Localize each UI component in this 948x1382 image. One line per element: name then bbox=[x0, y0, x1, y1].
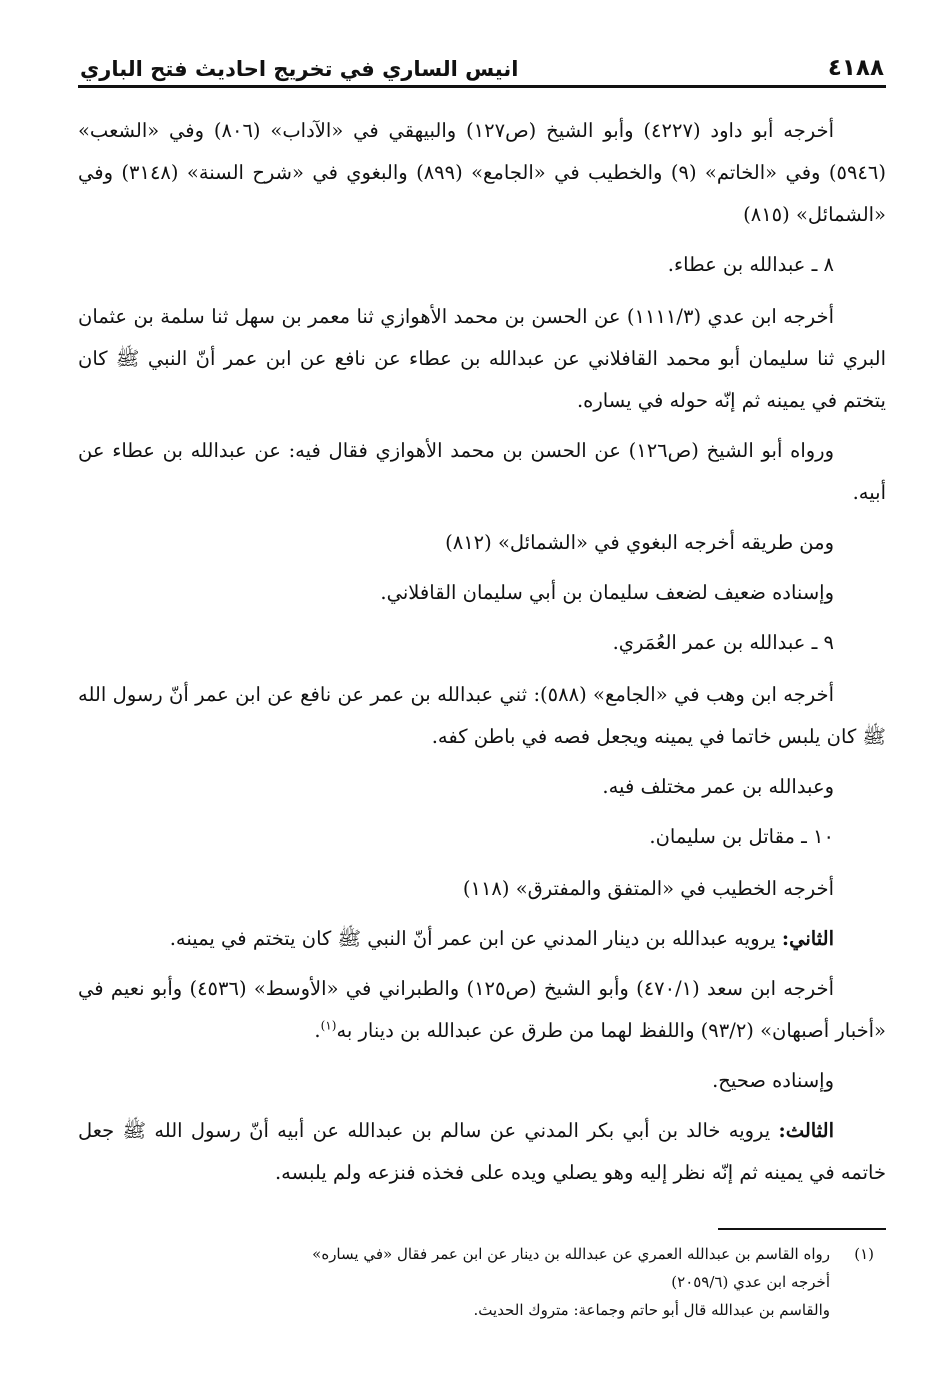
paragraph-end: . bbox=[314, 1019, 321, 1042]
paragraph: ورواه أبو الشيخ (ص١٢٦) عن الحسن بن محمد الأهوازي فقال فيه: عن عبدالله بن عطاء عن أبيه. bbox=[78, 439, 886, 504]
footnote-number: (١) bbox=[854, 1245, 874, 1263]
footnote-text: أخرجه ابن عدي (٢٠٥٩/٦) bbox=[671, 1273, 830, 1291]
paragraph: وإسناده صحيح. bbox=[712, 1069, 834, 1092]
footnote-divider bbox=[718, 1228, 886, 1230]
paragraph: وإسناده ضعيف لضعف سليمان بن أبي سليمان القافلاني. bbox=[380, 581, 834, 604]
footnote-text: رواه القاسم بن عبدالله العمري عن عبدالله بن دينار عن ابن عمر فقال «في يساره» bbox=[312, 1245, 830, 1263]
paragraph: ومن طريقه أخرجه البغوي في «الشمائل» (٨١٢) bbox=[445, 531, 834, 554]
paragraph bbox=[78, 968, 886, 1052]
paragraph-second bbox=[78, 918, 886, 960]
paragraph: أخرجه ابن عدي (١١١١/٣) عن الحسن بن محمد الأهوازي ثنا معمر بن سهل ثنا سلمة بن عثمان البري ثنا سليمان أبو محمد القافلاني عن عبدالله بن عطاء عن نافع عن ابن عمر أنّ النبي ﷺ كان يتختم في يمينه ثم إنّه حوله في يساره. bbox=[78, 305, 886, 412]
section-heading-8: ٨ ـ عبدالله بن عطاء. bbox=[667, 253, 834, 276]
page-number: ٤١٨٨ bbox=[827, 55, 884, 81]
label-second: الثاني: bbox=[781, 927, 834, 950]
footnote-item bbox=[78, 1240, 874, 1268]
paragraph-text: أخرجه ابن سعد (٤٧٠/١) وأبو الشيخ (ص١٢٥) والطبراني في «الأوسط» (٤٥٣٦) وأبو نعيم في «أخبار أصبهان» (٩٣/٢) واللفظ لهما من طرق عن عبدالله بن دينار به bbox=[78, 977, 886, 1042]
main-text bbox=[78, 88, 886, 1194]
section-heading-10: ١٠ ـ مقاتل بن سليمان. bbox=[649, 825, 834, 848]
book-title: انيس الساري في تخريج احاديث فتح الباري bbox=[80, 57, 519, 81]
paragraph: وعبدالله بن عمر مختلف فيه. bbox=[602, 775, 834, 798]
paragraph-third bbox=[78, 1110, 886, 1194]
section-heading-9: ٩ ـ عبدالله بن عمر العُمَري. bbox=[612, 631, 834, 654]
paragraph: أخرجه ابن وهب في «الجامع» (٥٨٨): ثني عبدالله بن عمر عن نافع عن ابن عمر أنّ رسول الله ﷺ كان يلبس خاتما في يمينه ويجعل فصه في باطن كفه. bbox=[78, 683, 886, 748]
paragraph: أخرجه الخطيب في «المتفق والمفترق» (١١٨) bbox=[462, 877, 834, 900]
paragraph: أخرجه أبو داود (٤٢٢٧) وأبو الشيخ (ص١٢٧) والبيهقي في «الآداب» (٨٠٦) وفي «الشعب» (٥٩٤٦) وفي «الخاتم» (٩) والخطيب في «الجامع» (٨٩٩) والبغوي في «شرح السنة» (٣١٤٨) وفي «الشمائل» (٨١٥) bbox=[78, 119, 886, 226]
label-third: الثالث: bbox=[778, 1119, 834, 1142]
footnotes bbox=[78, 1240, 886, 1324]
footnote-text: والقاسم بن عبدالله قال أبو حاتم وجماعة: متروك الحديث. bbox=[473, 1301, 830, 1319]
footnote-ref[interactable]: (١) bbox=[320, 1018, 337, 1033]
running-header bbox=[78, 44, 886, 88]
paragraph-text: يرويه عبدالله بن دينار المدني عن ابن عمر أنّ النبي ﷺ كان يتختم في يمينه. bbox=[169, 927, 782, 950]
paragraph-text: يرويه خالد بن أبي بكر المدني عن سالم بن عبدالله عن أبيه أنّ رسول الله ﷺ جعل خاتمه في يمينه ثم إنّه نظر إليه وهو يصلي ويده على فخذه فنزعه ولم يلبسه. bbox=[78, 1119, 886, 1184]
